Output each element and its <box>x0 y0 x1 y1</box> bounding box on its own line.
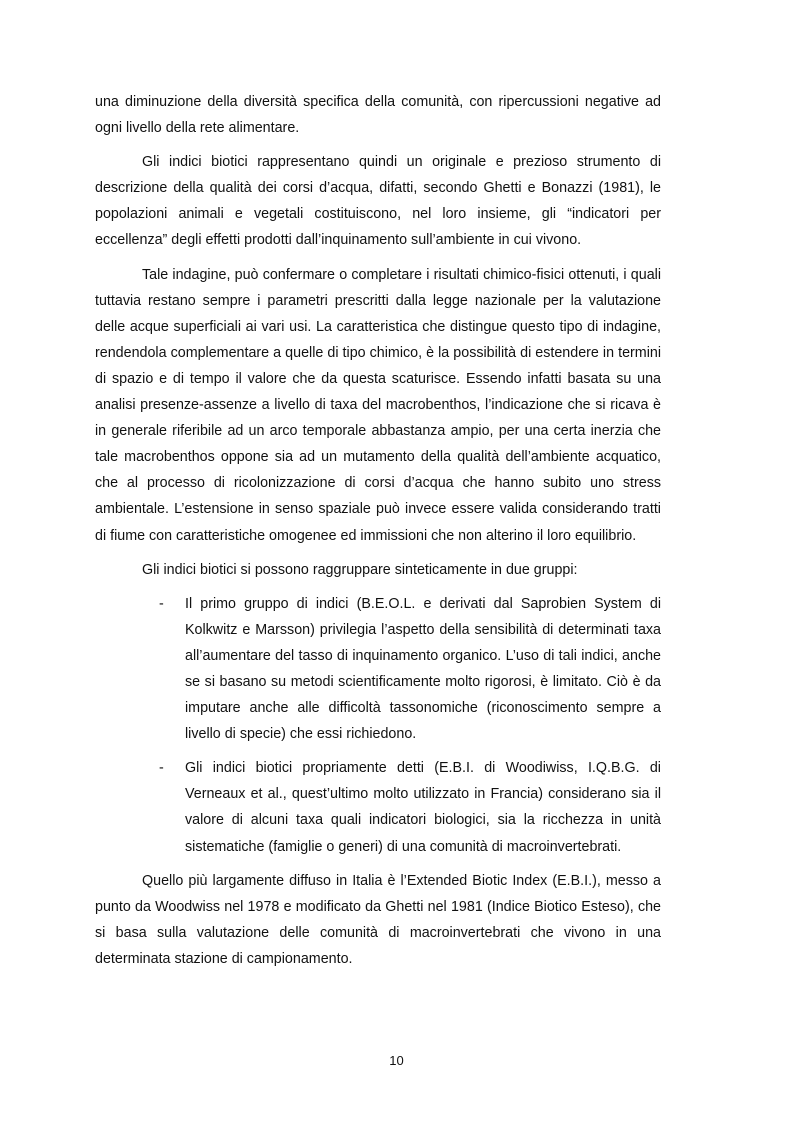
paragraph-indagine: Tale indagine, può confermare o completare i risultati chimico-fisici ottenuti, i quali tuttavia restano sempre i parametri prescritti dalla legge nazionale per la valutazione delle acque superficiali ai vari usi. La caratteristica che distingue questo tipo di indagine, rendendola complementare a quelle di tipo chimico, è la possibilità di estendere in termini di spazio e di tempo il valore che da questa scaturisce. Essendo infatti basata su una analisi presenze-assenze a livello di taxa del macrobenthos, l’indicazione che si ricava è in generale riferibile ad un arco temporale abbastanza ampio, per una certa inerzia che tale macrobenthos oppone sia ad un mutamento della qualità dell’ambiente acquatico, che al processo di ricolonizzazione di corsi d’acqua che hanno subito uno stress ambientale. L’estensione in senso spaziale può invece essere valida considerando tratti di fiume con caratteristiche omogenee ed immissioni che non alterino il loro equilibrio. <box>95 266 661 544</box>
list-item <box>95 591 661 748</box>
list-item-text: Gli indici biotici propriamente detti (E.B.I. di Woodiwiss, I.Q.B.G. di Verneaux et al., quest’ultimo molto utilizzato in Francia) considerano sia il valore di alcuni taxa quali indicatori biologici, sia la ricchezza in unità sistematiche (famiglie o generi) di una comunità di macroinvertebrati. <box>185 760 661 855</box>
groups-list <box>95 591 661 860</box>
paragraph-continuation: una diminuzione della diversità specifica della comunità, con ripercussioni negative ad ogni livello della rete alimentare. <box>95 94 661 137</box>
dash-bullet: - <box>159 760 164 777</box>
paragraph-indici-biotici: Gli indici biotici rappresentano quindi un originale e prezioso strumento di descrizione della qualità dei corsi d’acqua, difatti, secondo Ghetti e Bonazzi (1981), le popolazioni animali e vegetali costituiscono, nel loro insieme, gli “indicatori per eccellenza” degli effetti prodotti dall’inquinamento sull’ambiente in cui vivono. <box>95 154 661 249</box>
paragraph-ebi: Quello più largamente diffuso in Italia è l’Extended Biotic Index (E.B.I.), messo a punto da Woodwiss nel 1978 e modificato da Ghetti nel 1981 (Indice Biotico Esteso), che si basa sulla valutazione delle comunità di macroinvertebrati che vivono in una determinata stazione di campionamento. <box>95 872 661 967</box>
paragraph-gruppi-intro: Gli indici biotici si possono raggruppare sinteticamente in due gruppi: <box>142 561 578 578</box>
document-page <box>95 89 661 980</box>
list-item-text: Il primo gruppo di indici (B.E.O.L. e derivati dal Saprobien System di Kolkwitz e Marsson) privilegia l’aspetto della sensibilità di determinati taxa all’aumentare del tasso di inquinamento organico. L’uso di tali indici, anche se si basano su metodi scientificamente molto rigorosi, è limitato. Ciò è da imputare anche alle difficoltà tassonomiche (riconoscimento sempre a livello di specie) che essi richiedono. <box>185 595 661 743</box>
list-item <box>95 755 661 859</box>
page-number: 10 <box>389 1053 404 1068</box>
dash-bullet: - <box>159 595 164 612</box>
